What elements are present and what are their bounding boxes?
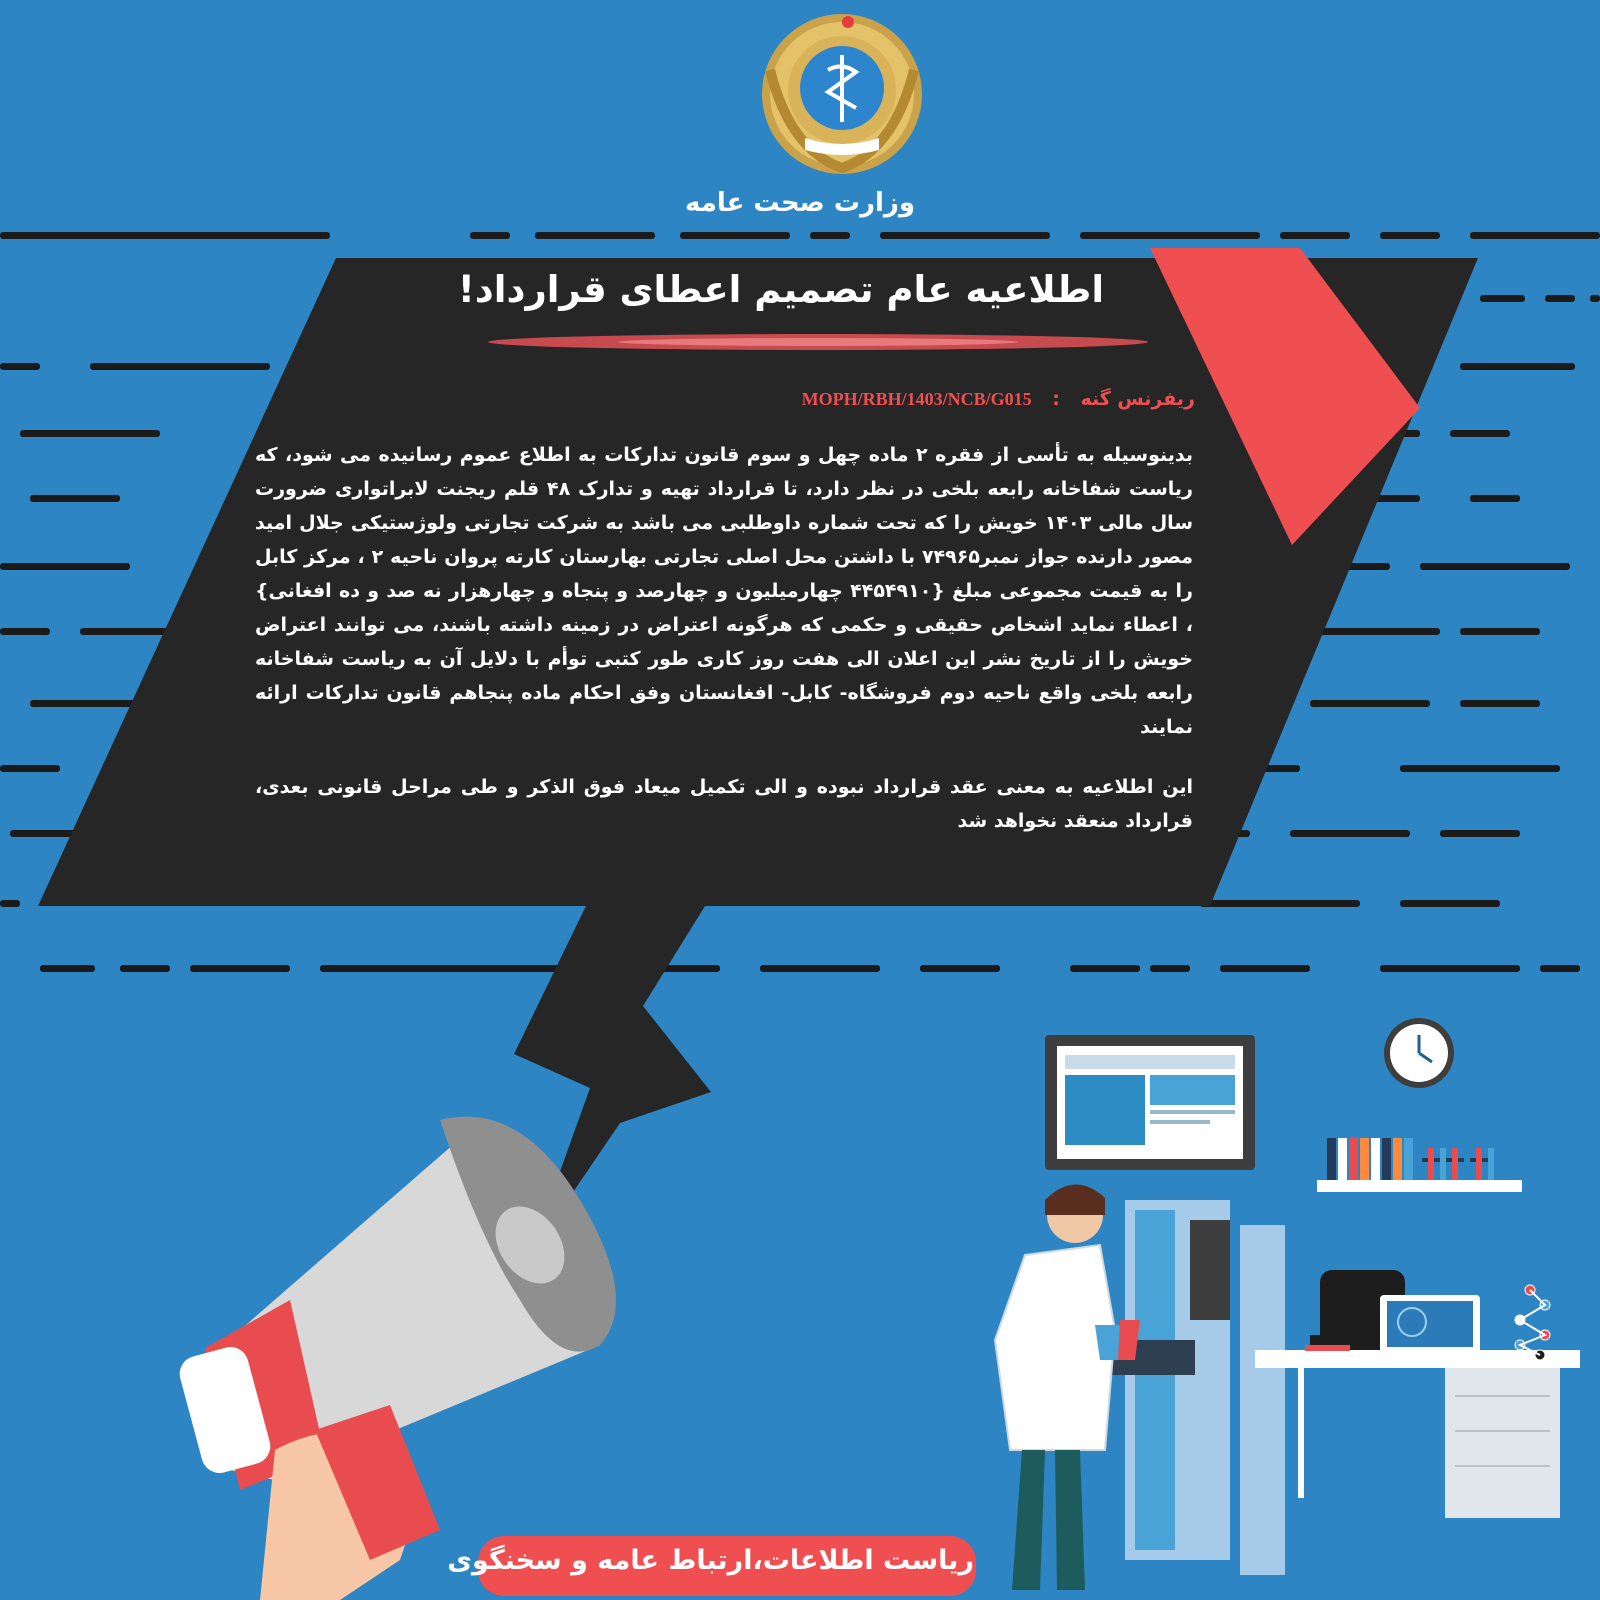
dash-line xyxy=(40,965,95,972)
dash-line xyxy=(1310,700,1430,707)
reference-separator: : xyxy=(1052,388,1060,410)
dash-line xyxy=(1450,430,1510,437)
dash-line xyxy=(1070,965,1140,972)
dash-line xyxy=(535,232,655,239)
dash-line xyxy=(880,232,1050,239)
dash-line xyxy=(1380,232,1440,239)
dash-line xyxy=(1460,700,1540,707)
dash-line xyxy=(1200,900,1360,907)
dash-line xyxy=(1540,965,1580,972)
dash-line xyxy=(0,232,330,239)
dash-line xyxy=(1220,965,1310,972)
dash-line xyxy=(1080,232,1260,239)
dash-line xyxy=(0,628,50,635)
dash-line xyxy=(1480,295,1525,302)
dash-line xyxy=(190,965,290,972)
dash-line xyxy=(680,232,790,239)
footer-label: ریاست اطلاعات،ارتباط عامه و سخنگوی xyxy=(447,1545,974,1576)
ministry-emblem-icon xyxy=(762,14,922,174)
dash-line xyxy=(1545,295,1575,302)
dash-line xyxy=(1380,965,1520,972)
dash-line xyxy=(470,232,510,239)
molecule-model xyxy=(1515,1285,1550,1360)
laboratory-scene-icon xyxy=(995,1018,1580,1600)
dash-line xyxy=(1470,495,1520,502)
test-tubes xyxy=(1422,1148,1494,1180)
dash-line xyxy=(1440,830,1520,837)
dash-line xyxy=(1460,363,1575,370)
dash-line xyxy=(0,363,40,370)
dash-line xyxy=(1460,628,1540,635)
reference-row xyxy=(680,388,1195,410)
dash-line xyxy=(0,563,130,570)
notice-paragraph-disclaimer: این اطلاعیه به معنی عقد قرارداد نبوده و الی تکمیل میعاد فوق الذکر و طی مراحل قانونی بعدی، قرارداد منعقد نخواهد شد xyxy=(255,776,1193,832)
dash-line xyxy=(30,495,120,502)
ministry-name: وزارت صحت عامه xyxy=(684,188,915,218)
dash-line xyxy=(1290,830,1410,837)
dash-line xyxy=(920,965,1000,972)
dash-line xyxy=(120,965,170,972)
reference-label: ریفرنس گنه xyxy=(1080,388,1195,410)
dash-line xyxy=(810,232,850,239)
reference-code: MOPH/RBH/1403/NCB/G015 xyxy=(801,389,1032,409)
binders xyxy=(1327,1138,1413,1180)
dash-line xyxy=(90,363,270,370)
dash-line xyxy=(1470,232,1600,239)
notice-title: اطلاعیه عام تصمیم اعطای قرارداد! xyxy=(457,268,1104,311)
dash-line xyxy=(0,765,60,772)
dash-line xyxy=(1400,765,1560,772)
dash-line xyxy=(760,965,880,972)
dash-line xyxy=(1420,563,1570,570)
notice-paragraph-main: بدینوسیله به تأسی از فقره ۲ ماده چهل و سوم قانون تدارکات به اطلاع عموم رسانیده می شود، که ریاست شفاخانه رابعه بلخی در نظر دارد، تا قرارداد تهیه و تدارک ۴۸ قلم ریجنت لابراتواری ضرورت سال مالی ۱۴۰۳ خویش را که تحت شماره داوطلبی می باشد به شرکت تجارتی ولوژستیکی جلال امید مصور دارنده جواز نمبر۷۴۹۶۵ با داشتن محل اصلی تجارتی بهارستان کارته پروان ناحیه ۲ ، مرکز کابل را به قیمت مجموعی مبلغ {۴۴۵۴۹۱۰ چهارمیلیون و چهارصد و پنجاه و چهارهزار نه صد و ده افغانی} ، اعطاء نماید اشخاص حقیقی و حکمی که هرگونه اعتراض در زمینه داشته باشند، می توانند اعتراض خویش را از تاریخ نشر این اعلان الی هفت روز کاری طور کتبی توأم با دلایل آن به ریاست شفاخانه رابعه بلخی واقع ناحیه دوم فروشگاه- کابل- افغانستان وفق احکام ماده پنجاهم قانون تدارکات ارائه نمایند xyxy=(255,444,1194,738)
dash-line xyxy=(1280,232,1350,239)
dash-line xyxy=(1400,900,1500,907)
dash-line xyxy=(0,900,20,907)
notice-body xyxy=(255,438,1193,838)
dash-line xyxy=(20,430,160,437)
dash-line xyxy=(1590,295,1600,302)
dash-line xyxy=(1150,965,1190,972)
dash-line xyxy=(320,965,580,972)
